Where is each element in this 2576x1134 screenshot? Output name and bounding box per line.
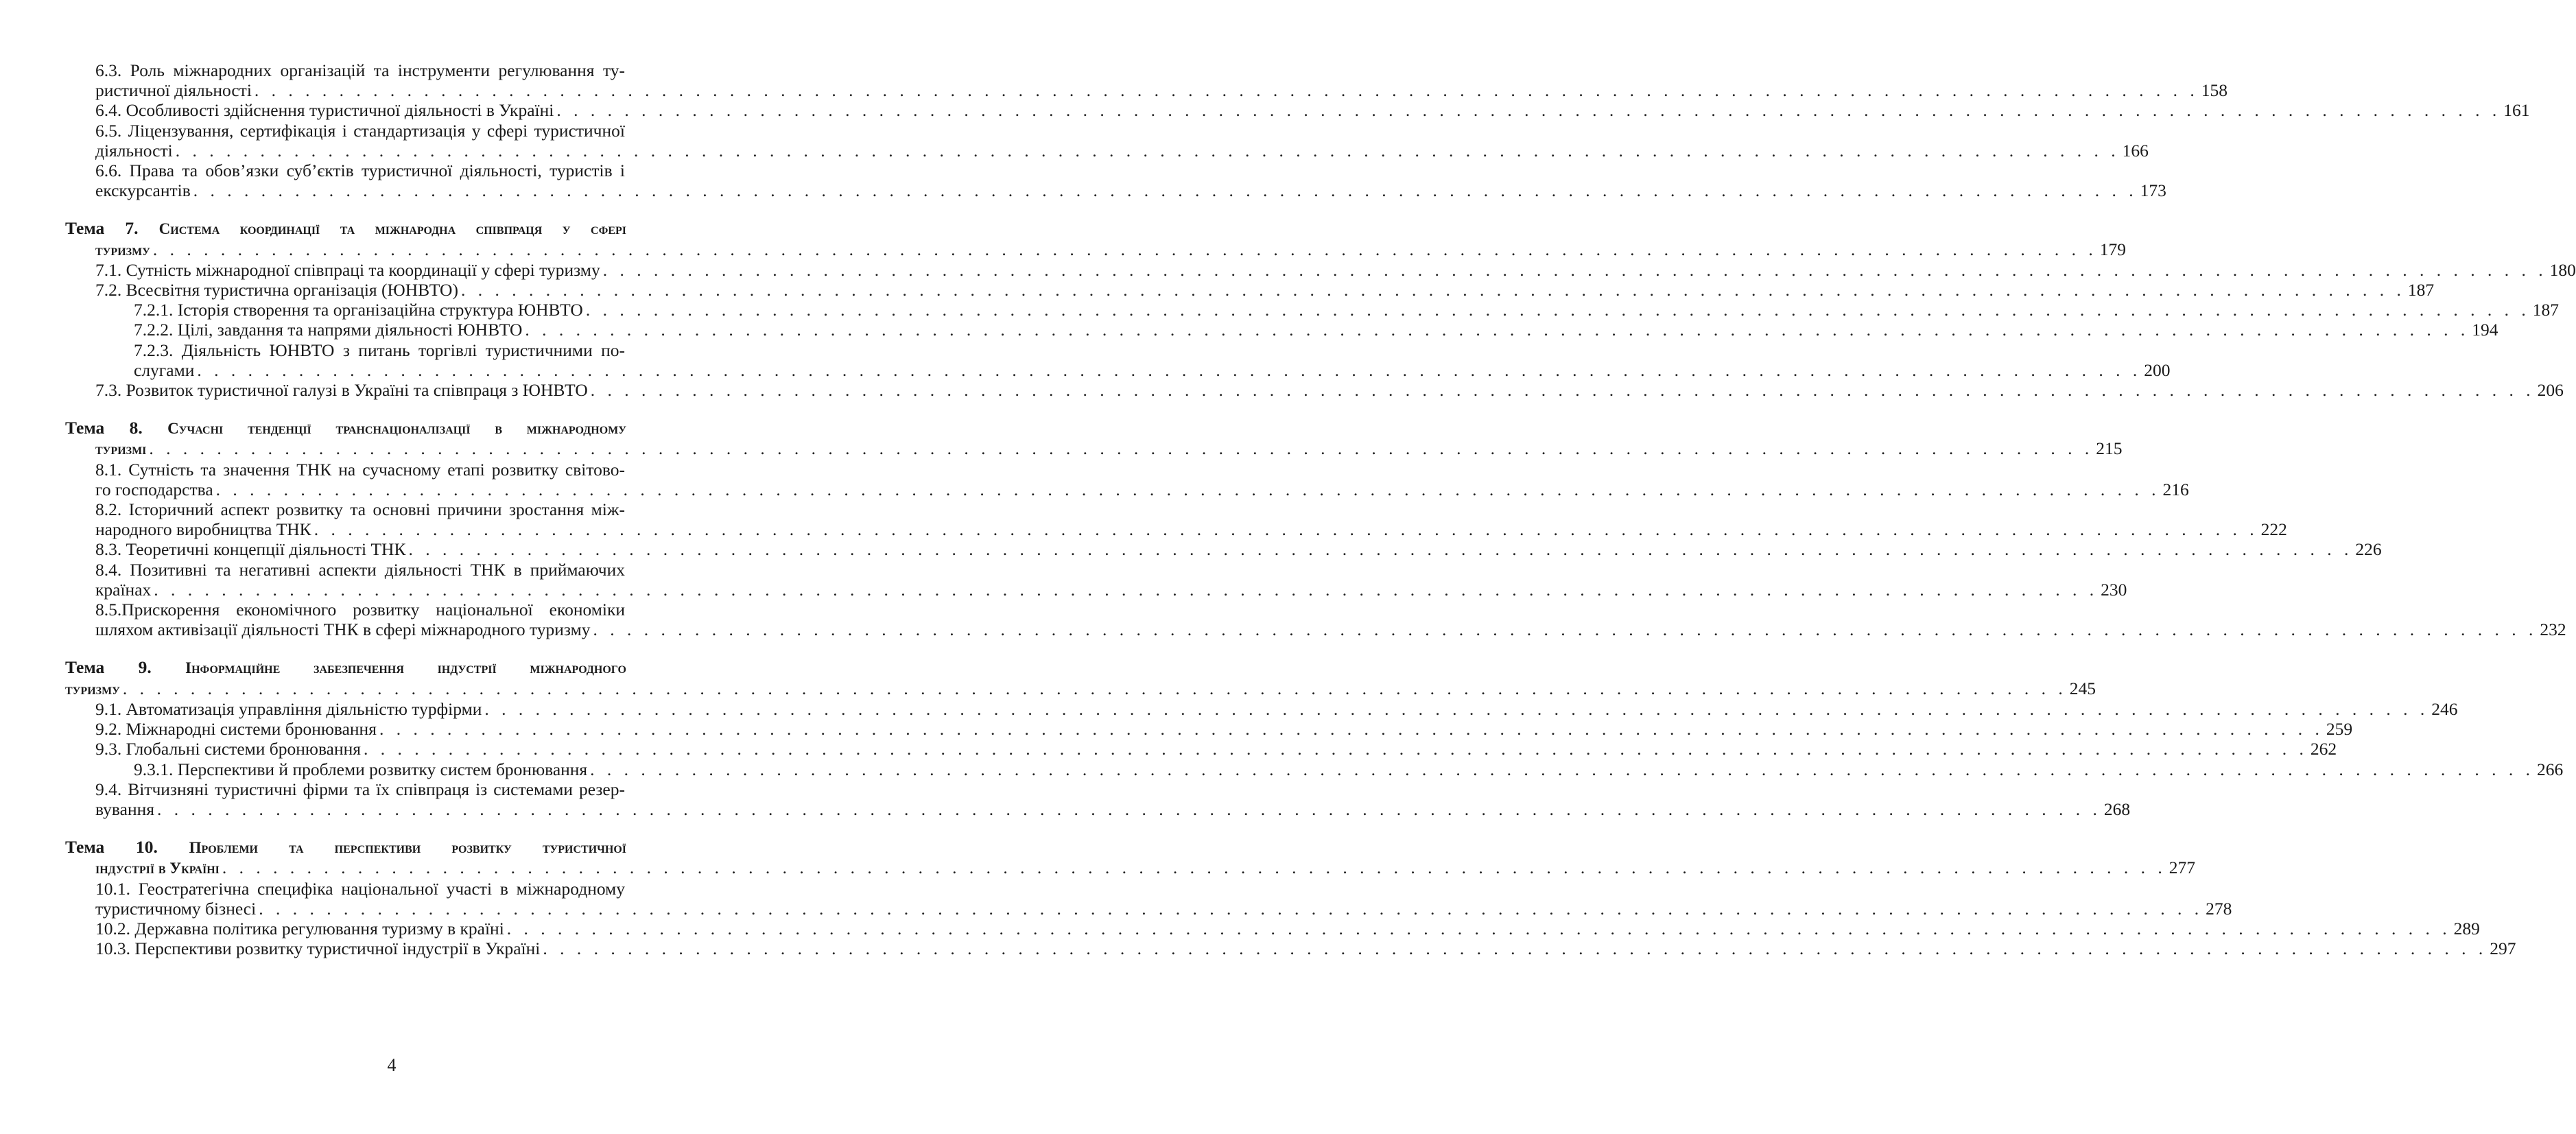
dot-leader: . . . . . . . . . . . . . . . . . . . . . . . . . . . . . . . . . . . . . . . . . . . . . . . . . . . . . . . . . . . . . . . . . . . . . . . . . . . . . . . . . . . . . . . . . . . . . . . . . . . . . . . . . . . . . . . . . . . [314,519,2258,540]
toc-row [65,678,2096,699]
entry-line: 6.3. Роль міжнародних організацій та інструменти регулювання ту- [95,60,625,80]
dot-leader: . . . . . . . . . . . . . . . . . . . . . . . . . . . . . . . . . . . . . . . . . . . . . . . . . . . . . . . . . . . . . . . . . . . . . . . . . . . . . . . . . . . . . . . . . . . . . . . . . . . . . . . . . . . . . . . . . . . [525,320,2470,340]
topic-title-end: індустрії в Україні [95,860,220,877]
toc-entry [65,340,2171,380]
toc-row [95,938,2516,959]
entry-title: 7.3. Розвиток туристичної галузі в Україні та співпраця з ЮНВТО [95,380,588,401]
entry-title: шляхом активізації діяльності ТНК в сфері міжнародного туризму [95,619,591,640]
toc-topic [65,418,2123,459]
page-ref: 278 [2206,898,2232,919]
toc-row [134,759,2564,779]
dot-leader: . . . . . . . . . . . . . . . . . . . . . . . . . . . . . . . . . . . . . . . . . . . . . . . . . . . . . . . . . . . . . . . . . . . . . . . . . . . . . . . . . . . . . . . . . . . . . . . . . . . . . . . . . . . . . . . . . . . [152,239,2097,259]
entry-title: діяльності [95,140,173,161]
toc-row [134,359,2171,380]
dot-leader: . . . . . . . . . . . . . . . . . . . . . . . . . . . . . . . . . . . . . . . . . . . . . . . . . . . . . . . . . . . . . . . . . . . . . . . . . . . . . . . . . . . . . . . . . . . . . . . . . . . . . . . . . . . . . . . . . . . [193,180,2138,201]
dot-leader: . . . . . . . . . . . . . . . . . . . . . . . . . . . . . . . . . . . . . . . . . . . . . . . . . . . . . . . . . . . . . . . . . . . . . . . . . . . . . . . . . . . . . . . . . . . . . . . . . . . . . . . . . . . . . . . . . . . [222,858,2166,878]
toc-entry [65,259,2576,280]
toc-topic [65,218,2127,259]
topic-title: Система координації та міжнародна співпраця у сфері [158,220,626,238]
entry-title: 9.3.1. Перспективи й проблеми розвитку систем бронювання [134,759,588,779]
entry-title: 9.2. Міжнародні системи бронювання [95,719,377,740]
toc-row [134,320,2498,340]
entry-line: 6.5. Ліцензування, сертифікація і стандартизація у сфері туристичної [95,120,625,141]
page-ref: 232 [2540,619,2566,640]
page-ref: 161 [2503,100,2530,121]
toc-row [95,259,2576,280]
toc-row [95,140,2149,161]
page-ref: 194 [2472,320,2498,340]
dot-leader: . . . . . . . . . . . . . . . . . . . . . . . . . . . . . . . . . . . . . . . . . . . . . . . . . . . . . . . . . . . . . . . . . . . . . . . . . . . . . . . . . . . . . . . . . . . . . . . . . . . . . . . . . . . . . . . . . . . [215,479,2160,499]
entry-title: 7.1. Сутність міжнародної співпраці та координації у сфері туризму [95,259,600,280]
entry-line: 6.6. Права та обов’язки суб’єктів туристичної діяльності, туристів і [95,161,625,181]
entry-line: 8.1. Сутність та значення ТНК на сучасному етапі розвитку світово- [95,459,625,480]
entry-line: 8.2. Історичний аспект розвитку та основні причини зростання між- [95,499,625,520]
page-ref: 262 [2310,739,2337,759]
entry-title: слугами [134,359,195,380]
toc-row [95,579,2127,600]
toc-entry [65,499,2287,540]
topic-heading-line [65,657,722,678]
topic-title: Проблеми та перспективи розвитку туристичної [189,839,626,857]
entry-title: 10.3. Перспективи розвитку туристичної індустрії в Україні [95,938,541,959]
toc-row [95,80,2228,101]
page-ref: 216 [2162,479,2189,499]
page-ref: 297 [2490,938,2516,959]
entry-line: 9.4. Вітчизняні туристичні фірми та їх співпраця із системами резер- [95,779,625,799]
dot-leader: . . . . . . . . . . . . . . . . . . . . . . . . . . . . . . . . . . . . . . . . . . . . . . . . . . . . . . . . . . . . . . . . . . . . . . . . . . . . . . . . . . . . . . . . . . . . . . . . . . . . . . . . . . . . . . . . . . . [408,539,2353,560]
topic-label: Тема 7. [65,218,139,239]
toc-entry [65,280,2435,300]
entry-title: країнах [95,579,152,600]
entry-title: 9.3. Глобальні системи бронювання [95,739,362,759]
toc-row [65,438,2123,459]
toc-entry [65,918,2480,938]
page-ref: 158 [2201,80,2228,101]
toc-row [65,858,2196,878]
toc-entry [65,100,2530,121]
entry-title: 9.1. Автоматизація управління діяльністю турфірми [95,698,482,719]
toc-entry [65,539,2382,560]
topic-label: Тема 9. [65,657,152,678]
toc-topic [65,657,2096,698]
topic-heading-line [65,418,722,438]
topic-title-end: туризму [95,241,150,259]
toc-row [95,180,2166,201]
toc-row [95,479,2189,499]
dot-leader: . . . . . . . . . . . . . . . . . . . . . . . . . . . . . . . . . . . . . . . . . . . . . . . . . . . . . . . . . . . . . . . . . . . . . . . . . . . . . . . . . . . . . . . . . . . . . . . . . . . . . . . . . . . . . . . . . . . [156,799,2101,819]
entry-title: 7.2.2. Цілі, завдання та напрями діяльності ЮНВТО [134,320,523,340]
toc-entry [65,459,2189,499]
toc-row [95,739,2337,759]
page-ref: 206 [2537,380,2564,401]
topic-label: Тема 8. [65,418,143,438]
toc-row [95,918,2480,938]
toc-entry [65,698,2458,719]
page-ref: 215 [2096,438,2123,459]
toc-entry [65,739,2337,759]
entry-title: туристичному бізнесі [95,898,257,919]
dot-leader: . . . . . . . . . . . . . . . . . . . . . . . . . . . . . . . . . . . . . . . . . . . . . . . . . . . . . . . . . . . . . . . . . . . . . . . . . . . . . . . . . . . . . . . . . . . . . . . . . . . . . . . . . . . . . . . . . . . [484,698,2429,719]
page-ref: 266 [2537,759,2564,779]
toc-topic [65,837,2196,878]
page-ref: 187 [2532,300,2559,320]
page-ref: 180 [2549,259,2576,280]
entry-line: 7.2.3. Діяльність ЮНВТО з питань торгівлі туристичними по- [134,340,625,360]
toc-entry [65,779,2131,819]
toc-row [95,719,2353,740]
page-ref: 179 [2099,239,2127,259]
entry-title: народного виробництва ТНК [95,519,311,540]
entry-line: 8.4. Позитивні та негативні аспекти діяльності ТНК в приймаючих [95,559,625,580]
toc-row [95,539,2382,560]
dot-leader: . . . . . . . . . . . . . . . . . . . . . . . . . . . . . . . . . . . . . . . . . . . . . . . . . . . . . . . . . . . . . . . . . . . . . . . . . . . . . . . . . . . . . . . . . . . . . . . . . . . . . . . . . . . . . . . . . . . [506,918,2451,938]
entry-title: 7.2.1. Історія створення та організаційна структура ЮНВТО [134,300,583,320]
dot-leader: . . . . . . . . . . . . . . . . . . . . . . . . . . . . . . . . . . . . . . . . . . . . . . . . . . . . . . . . . . . . . . . . . . . . . . . . . . . . . . . . . . . . . . . . . . . . . . . . . . . . . . . . . . . . . . . . . . . [379,719,2324,740]
dot-leader: . . . . . . . . . . . . . . . . . . . . . . . . . . . . . . . . . . . . . . . . . . . . . . . . . . . . . . . . . . . . . . . . . . . . . . . . . . . . . . . . . . . . . . . . . . . . . . . . . . . . . . . . . . . . . . . . . . . [543,938,2488,959]
page-ref: 245 [2069,678,2096,698]
dot-leader: . . . . . . . . . . . . . . . . . . . . . . . . . . . . . . . . . . . . . . . . . . . . . . . . . . . . . . . . . . . . . . . . . . . . . . . . . . . . . . . . . . . . . . . . . . . . . . . . . . . . . . . . . . . . . . . . . . . [122,678,2067,698]
dot-leader: . . . . . . . . . . . . . . . . . . . . . . . . . . . . . . . . . . . . . . . . . . . . . . . . . . . . . . . . . . . . . . . . . . . . . . . . . . . . . . . . . . . . . . . . . . . . . . . . . . . . . . . . . . . . . . . . . . . [590,759,2535,779]
toc-row [95,280,2435,300]
toc-entry [65,380,2564,401]
topic-heading-line [65,218,722,239]
page-ref: 230 [2101,579,2127,600]
dot-leader: . . . . . . . . . . . . . . . . . . . . . . . . . . . . . . . . . . . . . . . . . . . . . . . . . . . . . . . . . . . . . . . . . . . . . . . . . . . . . . . . . . . . . . . . . . . . . . . . . . . . . . . . . . . . . . . . . . . [593,619,2538,640]
toc-entry [65,60,2228,101]
entry-title: 10.2. Державна політика регулювання туризму в країні [95,918,504,938]
entry-title: 6.4. Особливості здійснення туристичної діяльності в Україні [95,100,554,121]
topic-title-end: туризму [65,680,120,698]
page-ref: 268 [2103,799,2131,819]
toc-row [65,239,2127,260]
table-of-contents [65,60,2576,959]
topic-heading-line [65,837,722,858]
entry-line: 10.1. Геостратегічна специфіка національної участі в міжнародному [95,878,625,899]
toc-entry [65,120,2149,161]
entry-line: 8.5.Прискорення економічного розвитку національної економіки [95,600,625,620]
dot-leader: . . . . . . . . . . . . . . . . . . . . . . . . . . . . . . . . . . . . . . . . . . . . . . . . . . . . . . . . . . . . . . . . . . . . . . . . . . . . . . . . . . . . . . . . . . . . . . . . . . . . . . . . . . . . . . . . . . . [254,80,2199,101]
toc-row [95,898,2232,919]
toc-row [134,300,2559,320]
dot-leader: . . . . . . . . . . . . . . . . . . . . . . . . . . . . . . . . . . . . . . . . . . . . . . . . . . . . . . . . . . . . . . . . . . . . . . . . . . . . . . . . . . . . . . . . . . . . . . . . . . . . . . . . . . . . . . . . . . . [602,259,2547,280]
topic-title: Інформаційне забезпечення індустрії міжнародного [185,659,626,677]
toc-entry [65,161,2166,201]
topic-label: Тема 10. [65,837,158,858]
dot-leader: . . . . . . . . . . . . . . . . . . . . . . . . . . . . . . . . . . . . . . . . . . . . . . . . . . . . . . . . . . . . . . . . . . . . . . . . . . . . . . . . . . . . . . . . . . . . . . . . . . . . . . . . . . . . . . . . . . . [590,380,2535,401]
dot-leader: . . . . . . . . . . . . . . . . . . . . . . . . . . . . . . . . . . . . . . . . . . . . . . . . . . . . . . . . . . . . . . . . . . . . . . . . . . . . . . . . . . . . . . . . . . . . . . . . . . . . . . . . . . . . . . . . . . . [175,140,2120,161]
toc-entry [65,759,2564,779]
toc-row [95,380,2564,401]
page-ref: 277 [2169,858,2196,878]
dot-leader: . . . . . . . . . . . . . . . . . . . . . . . . . . . . . . . . . . . . . . . . . . . . . . . . . . . . . . . . . . . . . . . . . . . . . . . . . . . . . . . . . . . . . . . . . . . . . . . . . . . . . . . . . . . . . . . . . . . [154,579,2099,600]
page-ref: 226 [2355,539,2382,560]
dot-leader: . . . . . . . . . . . . . . . . . . . . . . . . . . . . . . . . . . . . . . . . . . . . . . . . . . . . . . . . . . . . . . . . . . . . . . . . . . . . . . . . . . . . . . . . . . . . . . . . . . . . . . . . . . . . . . . . . . . [364,739,2308,759]
toc-row [95,619,2566,640]
page-ref: 222 [2260,519,2287,540]
entry-title: 8.3. Теоретичні концепції діяльності ТНК [95,539,406,560]
entry-title: ристичної діяльності [95,80,252,101]
entry-title: го господарства [95,479,213,499]
toc-row [95,519,2287,540]
page-ref: 187 [2407,280,2435,300]
toc-row [95,100,2530,121]
toc-entry [65,320,2498,340]
dot-leader: . . . . . . . . . . . . . . . . . . . . . . . . . . . . . . . . . . . . . . . . . . . . . . . . . . . . . . . . . . . . . . . . . . . . . . . . . . . . . . . . . . . . . . . . . . . . . . . . . . . . . . . . . . . . . . . . . . . [460,280,2405,300]
toc-entry [65,559,2127,600]
page-ref: 166 [2122,140,2149,161]
topic-title: Сучасні тенденції транснаціоналізації в міжнародному [167,420,626,438]
toc-entry [65,600,2566,640]
dot-leader: . . . . . . . . . . . . . . . . . . . . . . . . . . . . . . . . . . . . . . . . . . . . . . . . . . . . . . . . . . . . . . . . . . . . . . . . . . . . . . . . . . . . . . . . . . . . . . . . . . . . . . . . . . . . . . . . . . . [556,100,2501,121]
page-ref: 259 [2326,719,2353,740]
page-ref: 246 [2431,698,2458,719]
toc-entry [65,719,2353,740]
dot-leader: . . . . . . . . . . . . . . . . . . . . . . . . . . . . . . . . . . . . . . . . . . . . . . . . . . . . . . . . . . . . . . . . . . . . . . . . . . . . . . . . . . . . . . . . . . . . . . . . . . . . . . . . . . . . . . . . . . . [585,300,2530,320]
topic-title-end: туризмі [95,440,147,458]
entry-title: вування [95,799,154,819]
toc-row [95,698,2458,719]
toc-row [95,799,2131,819]
dot-leader: . . . . . . . . . . . . . . . . . . . . . . . . . . . . . . . . . . . . . . . . . . . . . . . . . . . . . . . . . . . . . . . . . . . . . . . . . . . . . . . . . . . . . . . . . . . . . . . . . . . . . . . . . . . . . . . . . . . [149,438,2094,459]
entry-title: 7.2. Всесвітня туристична організація (ЮНВТО) [95,280,458,300]
page-ref: 173 [2140,180,2166,201]
dot-leader: . . . . . . . . . . . . . . . . . . . . . . . . . . . . . . . . . . . . . . . . . . . . . . . . . . . . . . . . . . . . . . . . . . . . . . . . . . . . . . . . . . . . . . . . . . . . . . . . . . . . . . . . . . . . . . . . . . . [197,359,2142,380]
toc-entry [65,938,2516,959]
page-ref: 200 [2144,359,2171,380]
page-number: 4 [387,1055,397,1075]
dot-leader: . . . . . . . . . . . . . . . . . . . . . . . . . . . . . . . . . . . . . . . . . . . . . . . . . . . . . . . . . . . . . . . . . . . . . . . . . . . . . . . . . . . . . . . . . . . . . . . . . . . . . . . . . . . . . . . . . . . [259,898,2203,919]
entry-title: екскурсантів [95,180,191,201]
toc-entry [65,300,2559,320]
toc-entry [65,878,2232,919]
page-ref: 289 [2453,918,2480,938]
